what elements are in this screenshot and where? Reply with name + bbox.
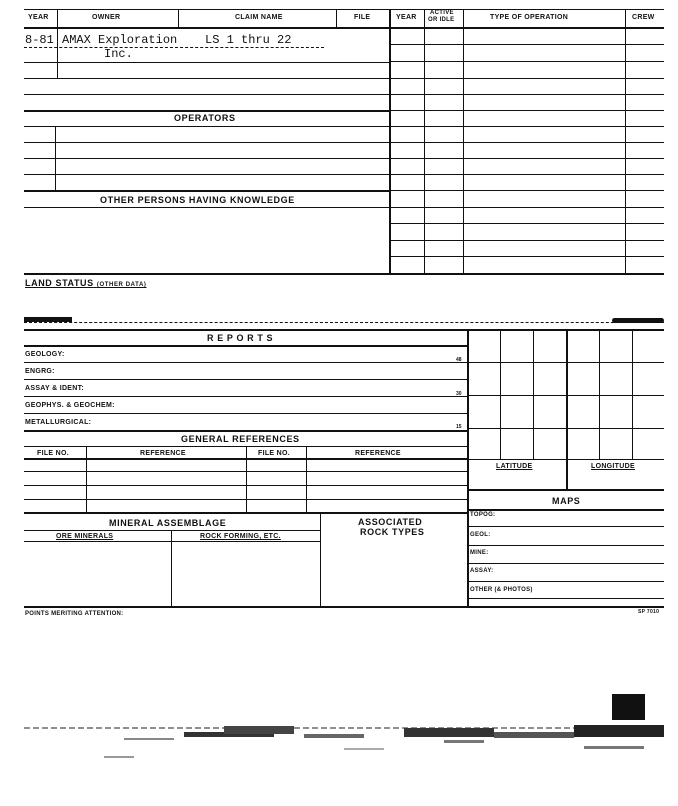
row-line	[24, 78, 389, 79]
report-geophys: GEOPHYS. & GEOCHEM:	[25, 402, 115, 409]
right-row	[389, 174, 664, 175]
right-row	[389, 240, 664, 241]
entry-year: 8-81	[25, 33, 54, 47]
scan-noise-band	[24, 712, 664, 772]
report-line	[24, 362, 467, 363]
right-row	[389, 142, 664, 143]
maps-row	[467, 563, 664, 564]
operators-top	[24, 110, 389, 112]
report-metallurgical: METALLURGICAL:	[25, 419, 92, 426]
right-row	[389, 61, 664, 62]
header-crew: CREW	[632, 14, 655, 21]
mineral-subheader-line	[24, 541, 320, 542]
right-bottom	[389, 273, 664, 275]
report-line	[24, 396, 467, 397]
grid-row	[467, 459, 664, 460]
grid-col	[632, 329, 633, 459]
entry-claim: LS 1 thru 22	[205, 33, 292, 47]
right-row	[389, 223, 664, 224]
mineral-col	[171, 530, 172, 606]
header-or-idle: OR IDLE	[428, 17, 455, 23]
hdr-sep	[57, 9, 58, 27]
operators-row	[24, 126, 389, 127]
maps-other: OTHER (& PHOTOS)	[470, 587, 533, 593]
ref-file-no-1: FILE NO.	[37, 450, 69, 457]
right-row	[389, 158, 664, 159]
right-row	[389, 256, 664, 257]
points-meriting-attention: POINTS MERITING ATTENTION:	[25, 611, 124, 617]
operators-row	[24, 174, 389, 175]
mineral-header-line	[24, 530, 320, 531]
header-bottom-border	[24, 27, 664, 29]
associated-rock-types-2: ROCK TYPES	[360, 527, 425, 537]
ref-col	[306, 446, 307, 512]
right-row	[389, 94, 664, 95]
ref-col	[246, 446, 247, 512]
top-border	[24, 9, 664, 10]
land-status-label: LAND STATUS	[25, 278, 94, 288]
maps-mine: MINE:	[470, 550, 489, 556]
references-bottom	[24, 512, 467, 514]
operators-bottom	[24, 190, 389, 192]
report-engrg: ENGRG:	[25, 368, 55, 375]
operators-col	[55, 126, 56, 190]
right-row	[389, 207, 664, 208]
reports-heading: R E P O R T S	[207, 333, 274, 343]
latitude-label: LATITUDE	[496, 463, 533, 470]
report-line	[24, 413, 467, 414]
report-geology: GEOLOGY:	[25, 351, 65, 358]
form-number: SP 7010	[638, 609, 660, 615]
year-col	[57, 28, 58, 78]
reports-header-bottom	[24, 345, 467, 347]
form-bottom	[24, 606, 664, 608]
right-row	[389, 110, 664, 111]
margin-number-48: 48	[456, 357, 462, 363]
other-persons-bottom	[24, 273, 389, 275]
longitude-label: LONGITUDE	[591, 463, 635, 470]
maps-heading: MAPS	[552, 496, 581, 506]
right-row	[389, 78, 664, 79]
maps-row	[467, 581, 664, 582]
ref-reference-2: REFERENCE	[355, 450, 401, 457]
grid-center-col	[566, 329, 568, 489]
header-file: FILE	[354, 14, 371, 21]
grid-col	[599, 329, 600, 459]
grid-row	[467, 428, 664, 429]
assoc-col	[320, 512, 321, 606]
maps-geol: GEOL:	[470, 532, 491, 538]
operators-row	[24, 142, 389, 143]
associated-rock-types-1: ASSOCIATED	[358, 517, 423, 527]
maps-row	[467, 598, 664, 599]
grid-row	[467, 362, 664, 363]
general-references-heading: GENERAL REFERENCES	[181, 434, 300, 444]
ref-reference-1: REFERENCE	[140, 450, 186, 457]
grid-left-border	[467, 329, 469, 606]
report-assay: ASSAY & IDENT:	[25, 385, 85, 392]
reports-top	[24, 329, 664, 331]
grid-row	[467, 395, 664, 396]
hdr-sep	[336, 9, 337, 27]
rock-forming-label: ROCK FORMING, ETC.	[200, 533, 281, 540]
ref-col	[86, 446, 87, 512]
divider-line	[24, 322, 664, 323]
operators-row	[24, 158, 389, 159]
land-status-heading	[25, 278, 147, 288]
reports-bottom	[24, 430, 467, 432]
maps-assay: ASSAY:	[470, 568, 494, 574]
header-year: YEAR	[28, 14, 49, 21]
entry-owner-line2: Inc.	[104, 47, 133, 61]
entry-underline	[24, 47, 324, 48]
right-row	[389, 44, 664, 45]
right-row	[389, 190, 664, 191]
maps-row	[467, 526, 664, 527]
ore-minerals-label: ORE MINERALS	[56, 533, 114, 540]
margin-number-30: 30	[456, 391, 462, 397]
land-status-sub: (OTHER DATA)	[96, 282, 147, 288]
other-persons-line	[24, 207, 389, 208]
other-persons-heading: OTHER PERSONS HAVING KNOWLEDGE	[100, 195, 295, 205]
mineral-assemblage-heading: MINERAL ASSEMBLAGE	[109, 518, 227, 528]
header-type-of-operation: TYPE OF OPERATION	[490, 14, 569, 21]
operators-heading: OPERATORS	[174, 113, 236, 123]
header-claim-name: CLAIM NAME	[235, 14, 283, 21]
margin-number-15: 15	[456, 424, 462, 430]
header-year-right: YEAR	[396, 14, 417, 21]
maps-top	[467, 489, 664, 491]
grid-col	[500, 329, 501, 459]
row-line	[24, 62, 389, 63]
header-owner: OWNER	[92, 14, 121, 21]
maps-topog: TOPOG:	[470, 512, 496, 518]
maps-header-bottom	[467, 509, 664, 511]
right-row	[389, 126, 664, 127]
entry-owner-line1: AMAX Exploration	[62, 33, 178, 47]
row-line	[24, 94, 389, 95]
header-active: ACTIVE	[430, 10, 454, 16]
report-line	[24, 379, 467, 380]
hdr-sep	[178, 9, 179, 27]
ref-file-no-2: FILE NO.	[258, 450, 290, 457]
maps-row	[467, 545, 664, 546]
grid-col	[533, 329, 534, 459]
